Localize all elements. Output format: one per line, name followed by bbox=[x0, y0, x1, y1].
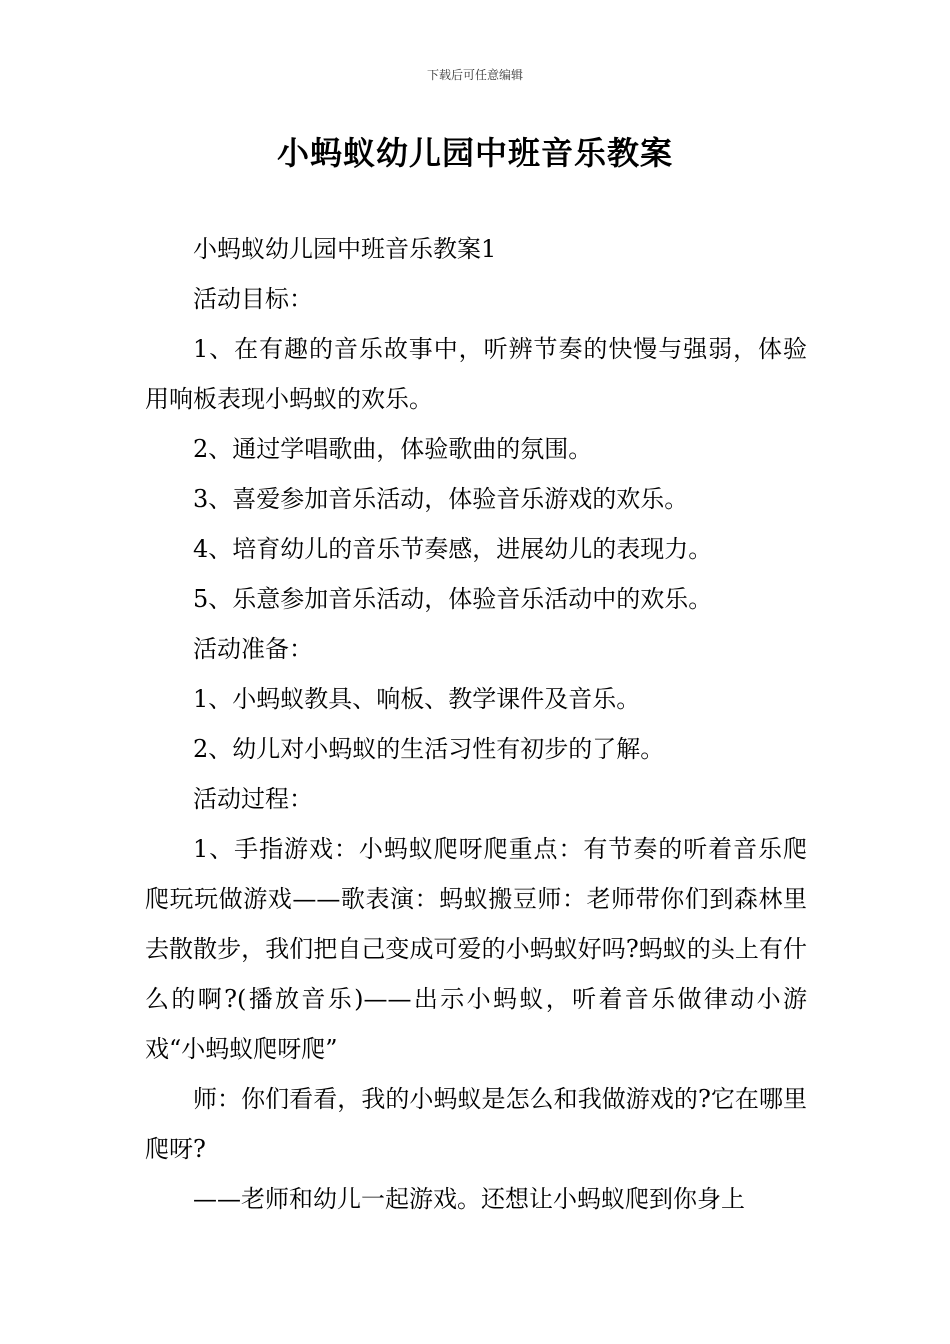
paragraph-prep-1: 1、小蚂蚁教具、响板、教学课件及音乐。 bbox=[193, 685, 641, 713]
paragraph-goals-heading: 活动目标： bbox=[193, 285, 313, 313]
paragraph-goal-3: 3、喜爱参加音乐活动，体验音乐游戏的欢乐。 bbox=[193, 485, 689, 513]
paragraph-process-1: 1、手指游戏：小蚂蚁爬呀爬重点：有节奏的听着音乐爬爬玩玩做游戏——歌表演：蚂蚁搬豆师：老师带你们到森林里去散散步，我们把自己变成可爱的小蚂蚁好吗?蚂蚁的头上有什么的啊?(播放音乐)——出示小蚂蚁，听着音乐做律动小游戏“小蚂蚁爬呀爬” bbox=[145, 835, 807, 1063]
paragraph-goal-4: 4、培育幼儿的音乐节奏感，进展幼儿的表现力。 bbox=[193, 535, 713, 563]
paragraph-goal-5: 5、乐意参加音乐活动，体验音乐活动中的欢乐。 bbox=[193, 585, 713, 613]
paragraph-subtitle: 小蚂蚁幼儿园中班音乐教案1 bbox=[193, 235, 497, 263]
document-title: 小蚂蚁幼儿园中班音乐教案 bbox=[276, 134, 673, 172]
paragraph-goal-2: 2、通过学唱歌曲，体验歌曲的氛围。 bbox=[193, 435, 593, 463]
paragraph-goal-1: 1、在有趣的音乐故事中，听辨节奏的快慢与强弱，体验用响板表现小蚂蚁的欢乐。 bbox=[145, 335, 807, 413]
paragraph-prep-2: 2、幼儿对小蚂蚁的生活习性有初步的了解。 bbox=[193, 735, 665, 763]
paragraph-teacher-question: 师：你们看看，我的小蚂蚁是怎么和我做游戏的?它在哪里爬呀? bbox=[145, 1085, 807, 1163]
paragraph-prep-heading: 活动准备： bbox=[193, 635, 313, 663]
document-body bbox=[145, 224, 807, 1224]
paragraph-process-heading: 活动过程： bbox=[193, 785, 313, 813]
paragraph-game: ——老师和幼儿一起游戏。还想让小蚂蚁爬到你身上 bbox=[193, 1185, 745, 1213]
header-note: 下载后可任意编辑 bbox=[426, 68, 523, 82]
